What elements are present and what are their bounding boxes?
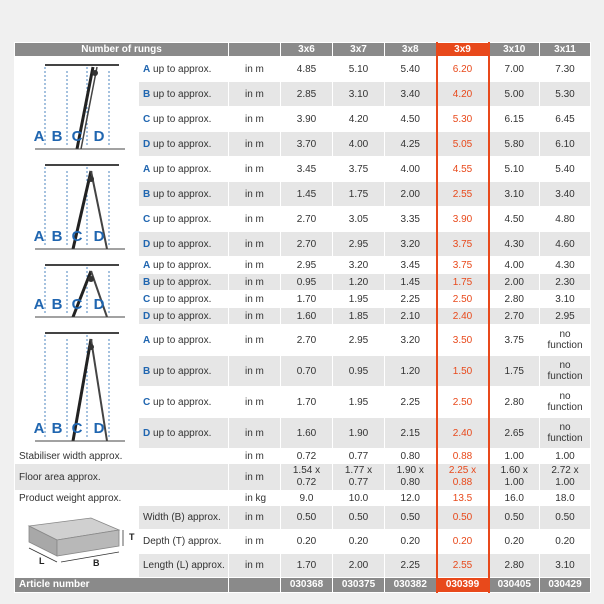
article-number-highlight: 030399 bbox=[437, 578, 489, 593]
floor-area-text: 1.54 x 0.72 bbox=[292, 465, 321, 488]
reach-row bbox=[15, 325, 591, 356]
unit-cell: in m bbox=[229, 57, 281, 82]
value-cell-highlight: 4.55 bbox=[437, 157, 489, 182]
article-number: 030368 bbox=[281, 578, 333, 593]
value-cell: 2.70 bbox=[281, 232, 333, 257]
floor-area-text: 2.72 x 1.00 bbox=[551, 465, 579, 488]
value-cell-highlight: 0.88 bbox=[437, 449, 489, 464]
ladder-spec-table bbox=[14, 42, 591, 593]
box-label-t: T bbox=[129, 532, 135, 542]
diagram-letter-c: C bbox=[71, 228, 83, 245]
header-row bbox=[15, 43, 591, 57]
reach-label bbox=[139, 387, 229, 418]
value-cell-highlight: 1.75 bbox=[437, 274, 489, 291]
value-cell: 3.35 bbox=[385, 207, 437, 232]
value-cell: 18.0 bbox=[540, 491, 591, 506]
diagram-letter-d: D bbox=[93, 128, 105, 145]
box-diagram-cell bbox=[15, 506, 139, 578]
value-cell bbox=[540, 464, 591, 491]
value-cell: 2.70 bbox=[281, 207, 333, 232]
value-cell: 9.0 bbox=[281, 491, 333, 506]
value-cell: 1.90 bbox=[333, 418, 385, 449]
reach-label bbox=[139, 157, 229, 182]
reach-text: up to approx. bbox=[150, 310, 212, 322]
diagram-letter-a: A bbox=[33, 420, 45, 437]
value-cell: 6.15 bbox=[489, 107, 540, 132]
reach-text: up to approx. bbox=[150, 427, 212, 439]
reach-text: up to approx. bbox=[150, 396, 212, 408]
no-function-text: no function bbox=[547, 360, 583, 382]
value-cell-highlight: 6.20 bbox=[437, 57, 489, 82]
article-label: Article number bbox=[15, 578, 229, 593]
value-cell: 0.50 bbox=[489, 506, 540, 530]
value-cell-highlight: 3.50 bbox=[437, 325, 489, 356]
unit-cell: in m bbox=[229, 506, 281, 530]
reach-letter: A bbox=[143, 334, 151, 346]
value-cell-highlight: 0.50 bbox=[437, 506, 489, 530]
value-cell: 3.70 bbox=[281, 132, 333, 157]
value-cell: 0.20 bbox=[540, 530, 591, 554]
value-cell: 2.80 bbox=[489, 291, 540, 308]
spec-label: Product weight approx. bbox=[15, 491, 229, 506]
article-number: 030429 bbox=[540, 578, 591, 593]
reach-letter: A bbox=[143, 63, 151, 75]
col-header-highlight: 3x9 bbox=[437, 43, 489, 57]
reach-letter: A bbox=[143, 163, 151, 175]
reach-letter: B bbox=[143, 188, 151, 200]
unit-cell: in m bbox=[229, 132, 281, 157]
unit-cell: in m bbox=[229, 464, 281, 491]
diagram-letter-d: D bbox=[93, 296, 105, 313]
diagram-letter-c: C bbox=[71, 420, 83, 437]
value-cell: 1.70 bbox=[281, 554, 333, 578]
diagram-letter-d: D bbox=[93, 420, 105, 437]
col-header: 3x8 bbox=[385, 43, 437, 57]
value-cell: 5.40 bbox=[540, 157, 591, 182]
value-cell: 6.45 bbox=[540, 107, 591, 132]
value-cell: 0.50 bbox=[333, 506, 385, 530]
value-cell-highlight: 5.30 bbox=[437, 107, 489, 132]
reach-letter: C bbox=[143, 113, 151, 125]
ladder-diagram-cell bbox=[15, 325, 139, 449]
value-cell: 2.10 bbox=[385, 308, 437, 325]
value-cell: 1.00 bbox=[540, 449, 591, 464]
unit-cell: in m bbox=[229, 232, 281, 257]
unit-cell: in kg bbox=[229, 491, 281, 506]
floor-area-text: 2.25 x 0.88 bbox=[448, 465, 477, 488]
value-cell: 2.30 bbox=[540, 274, 591, 291]
box-dimension-diagram bbox=[15, 506, 139, 574]
col-header: 3x10 bbox=[489, 43, 540, 57]
reach-text: up to approx. bbox=[150, 88, 212, 100]
value-cell: 2.25 bbox=[385, 291, 437, 308]
unit-cell: in m bbox=[229, 325, 281, 356]
reach-text: up to approx. bbox=[150, 138, 212, 150]
value-cell: 3.45 bbox=[385, 257, 437, 274]
reach-letter: D bbox=[143, 238, 151, 250]
value-cell: 3.10 bbox=[489, 182, 540, 207]
value-cell: 3.90 bbox=[281, 107, 333, 132]
value-cell: 3.20 bbox=[385, 325, 437, 356]
value-cell: 1.70 bbox=[281, 387, 333, 418]
reach-label bbox=[139, 325, 229, 356]
value-cell-highlight: 5.05 bbox=[437, 132, 489, 157]
unit-cell: in m bbox=[229, 182, 281, 207]
value-cell: 2.15 bbox=[385, 418, 437, 449]
spec-row bbox=[15, 491, 591, 506]
value-cell-highlight: 0.20 bbox=[437, 530, 489, 554]
value-cell: 2.95 bbox=[333, 232, 385, 257]
col-header: 3x6 bbox=[281, 43, 333, 57]
unit-cell: in m bbox=[229, 308, 281, 325]
value-cell: 2.80 bbox=[489, 387, 540, 418]
value-cell: 0.20 bbox=[281, 530, 333, 554]
reach-row bbox=[15, 57, 591, 82]
value-cell: 4.50 bbox=[385, 107, 437, 132]
reach-row bbox=[15, 157, 591, 182]
value-cell: 0.50 bbox=[281, 506, 333, 530]
value-cell: 4.50 bbox=[489, 207, 540, 232]
unit-cell: in m bbox=[229, 157, 281, 182]
value-cell: 2.95 bbox=[540, 308, 591, 325]
reach-label bbox=[139, 356, 229, 387]
value-cell: 2.95 bbox=[281, 257, 333, 274]
reach-text: up to approx. bbox=[150, 163, 212, 175]
reach-text: up to approx. bbox=[150, 213, 212, 225]
value-cell: 5.40 bbox=[385, 57, 437, 82]
value-cell bbox=[540, 387, 591, 418]
diagram-letter-a: A bbox=[33, 228, 45, 245]
reach-letter: C bbox=[143, 396, 151, 408]
spec-label: Floor area approx. bbox=[15, 464, 229, 491]
diagram-letter-a: A bbox=[33, 296, 45, 313]
value-cell: 0.20 bbox=[385, 530, 437, 554]
value-cell: 3.10 bbox=[333, 82, 385, 107]
value-cell: 3.20 bbox=[333, 257, 385, 274]
value-cell: 6.10 bbox=[540, 132, 591, 157]
diagram-letter-b: B bbox=[51, 128, 63, 145]
unit-header bbox=[229, 578, 281, 593]
value-cell: 1.95 bbox=[333, 291, 385, 308]
reach-label bbox=[139, 82, 229, 107]
value-cell: 3.40 bbox=[385, 82, 437, 107]
reach-letter: C bbox=[143, 293, 151, 305]
reach-text: up to approx. bbox=[150, 113, 212, 125]
value-cell: 7.30 bbox=[540, 57, 591, 82]
reach-letter: B bbox=[143, 88, 151, 100]
reach-label bbox=[139, 257, 229, 274]
value-cell: 0.20 bbox=[489, 530, 540, 554]
value-cell bbox=[281, 464, 333, 491]
reach-letter: D bbox=[143, 138, 151, 150]
value-cell: 3.20 bbox=[385, 232, 437, 257]
value-cell: 4.80 bbox=[540, 207, 591, 232]
value-cell: 1.70 bbox=[281, 291, 333, 308]
value-cell-highlight: 2.50 bbox=[437, 387, 489, 418]
value-cell: 5.80 bbox=[489, 132, 540, 157]
value-cell: 2.00 bbox=[385, 182, 437, 207]
value-cell: 10.0 bbox=[333, 491, 385, 506]
value-cell-highlight: 13.5 bbox=[437, 491, 489, 506]
unit-cell: in m bbox=[229, 107, 281, 132]
value-cell: 0.72 bbox=[281, 449, 333, 464]
value-cell bbox=[333, 464, 385, 491]
reach-label bbox=[139, 291, 229, 308]
reach-text: up to approx. bbox=[150, 334, 212, 346]
reach-label bbox=[139, 274, 229, 291]
diagram-letter-b: B bbox=[51, 420, 63, 437]
ladder-diagram-1 bbox=[15, 57, 139, 153]
value-cell: 4.30 bbox=[489, 232, 540, 257]
value-cell: 4.60 bbox=[540, 232, 591, 257]
value-cell: 1.45 bbox=[281, 182, 333, 207]
value-cell: 1.75 bbox=[333, 182, 385, 207]
unit-cell: in m bbox=[229, 387, 281, 418]
value-cell: 4.85 bbox=[281, 57, 333, 82]
value-cell: 4.00 bbox=[333, 132, 385, 157]
reach-text: up to approx. bbox=[150, 238, 212, 250]
value-cell: 5.30 bbox=[540, 82, 591, 107]
unit-cell: in m bbox=[229, 449, 281, 464]
ladder-diagram-cell bbox=[15, 57, 139, 157]
reach-letter: D bbox=[143, 427, 151, 439]
value-cell: 2.25 bbox=[385, 387, 437, 418]
reach-letter: A bbox=[143, 259, 151, 271]
reach-label bbox=[139, 182, 229, 207]
value-cell-highlight: 2.50 bbox=[437, 291, 489, 308]
reach-text: up to approx. bbox=[150, 188, 212, 200]
ladder-diagram-cell bbox=[15, 157, 139, 257]
unit-cell: in m bbox=[229, 257, 281, 274]
reach-letter: D bbox=[143, 310, 151, 322]
diagram-letter-c: C bbox=[71, 296, 83, 313]
unit-cell: in m bbox=[229, 82, 281, 107]
floor-area-text: 1.90 x 0.80 bbox=[396, 465, 424, 488]
reach-text: up to approx. bbox=[150, 63, 212, 75]
reach-letter: C bbox=[143, 213, 151, 225]
value-cell-highlight: 2.55 bbox=[437, 182, 489, 207]
value-cell: 2.00 bbox=[333, 554, 385, 578]
value-cell: 0.80 bbox=[385, 449, 437, 464]
floor-area-text: 1.77 x 0.77 bbox=[344, 465, 373, 488]
value-cell: 5.10 bbox=[333, 57, 385, 82]
diagram-letter-d: D bbox=[93, 228, 105, 245]
value-cell: 1.45 bbox=[385, 274, 437, 291]
no-function-text: no function bbox=[547, 391, 583, 413]
value-cell: 3.40 bbox=[540, 182, 591, 207]
value-cell-highlight: 3.90 bbox=[437, 207, 489, 232]
reach-letter: B bbox=[143, 365, 151, 377]
value-cell: 2.00 bbox=[489, 274, 540, 291]
value-cell-highlight: 4.20 bbox=[437, 82, 489, 107]
article-number: 030405 bbox=[489, 578, 540, 593]
box-label-b: B bbox=[93, 558, 100, 568]
value-cell: 2.80 bbox=[489, 554, 540, 578]
value-cell: 4.30 bbox=[540, 257, 591, 274]
value-cell: 3.05 bbox=[333, 207, 385, 232]
value-cell: 2.70 bbox=[281, 325, 333, 356]
value-cell: 1.20 bbox=[385, 356, 437, 387]
spec-row bbox=[15, 449, 591, 464]
value-cell: 4.20 bbox=[333, 107, 385, 132]
value-cell: 4.00 bbox=[489, 257, 540, 274]
unit-cell: in m bbox=[229, 418, 281, 449]
dimension-label: Width (B) approx. bbox=[139, 506, 229, 530]
value-cell: 0.50 bbox=[385, 506, 437, 530]
reach-label bbox=[139, 57, 229, 82]
value-cell: 1.00 bbox=[489, 449, 540, 464]
value-cell bbox=[540, 418, 591, 449]
unit-cell: in m bbox=[229, 530, 281, 554]
box-label-l: L bbox=[39, 556, 45, 566]
value-cell: 1.75 bbox=[489, 356, 540, 387]
ladder-diagram-4 bbox=[15, 325, 139, 445]
spec-row bbox=[15, 464, 591, 491]
value-cell bbox=[540, 356, 591, 387]
value-cell: 1.85 bbox=[333, 308, 385, 325]
dimension-row bbox=[15, 506, 591, 530]
reach-label bbox=[139, 132, 229, 157]
value-cell bbox=[489, 464, 540, 491]
reach-label bbox=[139, 232, 229, 257]
value-cell: 3.75 bbox=[333, 157, 385, 182]
diagram-letter-c: C bbox=[71, 128, 83, 145]
reach-label bbox=[139, 418, 229, 449]
diagram-letter-b: B bbox=[51, 296, 63, 313]
rungs-label: Number of rungs bbox=[15, 43, 229, 57]
spec-label: Stabiliser width approx. bbox=[15, 449, 229, 464]
value-cell: 2.65 bbox=[489, 418, 540, 449]
reach-letter: B bbox=[143, 276, 151, 288]
ladder-spec-table-container bbox=[14, 42, 590, 593]
article-number: 030382 bbox=[385, 578, 437, 593]
col-header: 3x7 bbox=[333, 43, 385, 57]
reach-label bbox=[139, 308, 229, 325]
value-cell-highlight: 2.40 bbox=[437, 418, 489, 449]
col-header: 3x11 bbox=[540, 43, 591, 57]
reach-row bbox=[15, 257, 591, 274]
value-cell: 3.10 bbox=[540, 554, 591, 578]
value-cell-highlight: 3.75 bbox=[437, 257, 489, 274]
reach-text: up to approx. bbox=[150, 365, 212, 377]
value-cell: 3.10 bbox=[540, 291, 591, 308]
unit-cell: in m bbox=[229, 274, 281, 291]
value-cell: 1.60 bbox=[281, 418, 333, 449]
no-function-text: no function bbox=[547, 422, 583, 444]
value-cell-highlight: 3.75 bbox=[437, 232, 489, 257]
ladder-diagram-2 bbox=[15, 157, 139, 253]
unit-cell: in m bbox=[229, 554, 281, 578]
value-cell: 1.20 bbox=[333, 274, 385, 291]
dimension-label: Length (L) approx. bbox=[139, 554, 229, 578]
value-cell: 0.20 bbox=[333, 530, 385, 554]
unit-cell: in m bbox=[229, 207, 281, 232]
diagram-letter-b: B bbox=[51, 228, 63, 245]
value-cell-highlight: 2.40 bbox=[437, 308, 489, 325]
value-cell: 2.85 bbox=[281, 82, 333, 107]
value-cell: 0.50 bbox=[540, 506, 591, 530]
no-function-text: no function bbox=[547, 329, 583, 351]
value-cell: 4.25 bbox=[385, 132, 437, 157]
reach-text: up to approx. bbox=[150, 293, 212, 305]
reach-text: up to approx. bbox=[150, 259, 212, 271]
unit-header bbox=[229, 43, 281, 57]
article-row bbox=[15, 578, 591, 593]
dimension-label: Depth (T) approx. bbox=[139, 530, 229, 554]
value-cell-highlight: 2.55 bbox=[437, 554, 489, 578]
value-cell: 0.77 bbox=[333, 449, 385, 464]
value-cell: 16.0 bbox=[489, 491, 540, 506]
value-cell: 0.95 bbox=[333, 356, 385, 387]
value-cell bbox=[385, 464, 437, 491]
article-number: 030375 bbox=[333, 578, 385, 593]
ladder-diagram-cell bbox=[15, 257, 139, 325]
reach-text: up to approx. bbox=[150, 276, 212, 288]
value-cell: 2.70 bbox=[489, 308, 540, 325]
reach-label bbox=[139, 107, 229, 132]
value-cell: 1.95 bbox=[333, 387, 385, 418]
floor-area-text: 1.60 x 1.00 bbox=[500, 465, 528, 488]
value-cell: 3.75 bbox=[489, 325, 540, 356]
value-cell: 12.0 bbox=[385, 491, 437, 506]
value-cell: 0.95 bbox=[281, 274, 333, 291]
value-cell: 2.95 bbox=[333, 325, 385, 356]
value-cell-highlight: 1.50 bbox=[437, 356, 489, 387]
ladder-diagram-3 bbox=[15, 257, 139, 321]
reach-label bbox=[139, 207, 229, 232]
value-cell bbox=[540, 325, 591, 356]
value-cell: 5.10 bbox=[489, 157, 540, 182]
value-cell: 0.70 bbox=[281, 356, 333, 387]
value-cell: 2.25 bbox=[385, 554, 437, 578]
unit-cell: in m bbox=[229, 356, 281, 387]
value-cell: 5.00 bbox=[489, 82, 540, 107]
diagram-letter-a: A bbox=[33, 128, 45, 145]
value-cell: 7.00 bbox=[489, 57, 540, 82]
value-cell: 1.60 bbox=[281, 308, 333, 325]
value-cell: 4.00 bbox=[385, 157, 437, 182]
value-cell: 3.45 bbox=[281, 157, 333, 182]
unit-cell: in m bbox=[229, 291, 281, 308]
value-cell-highlight bbox=[437, 464, 489, 491]
